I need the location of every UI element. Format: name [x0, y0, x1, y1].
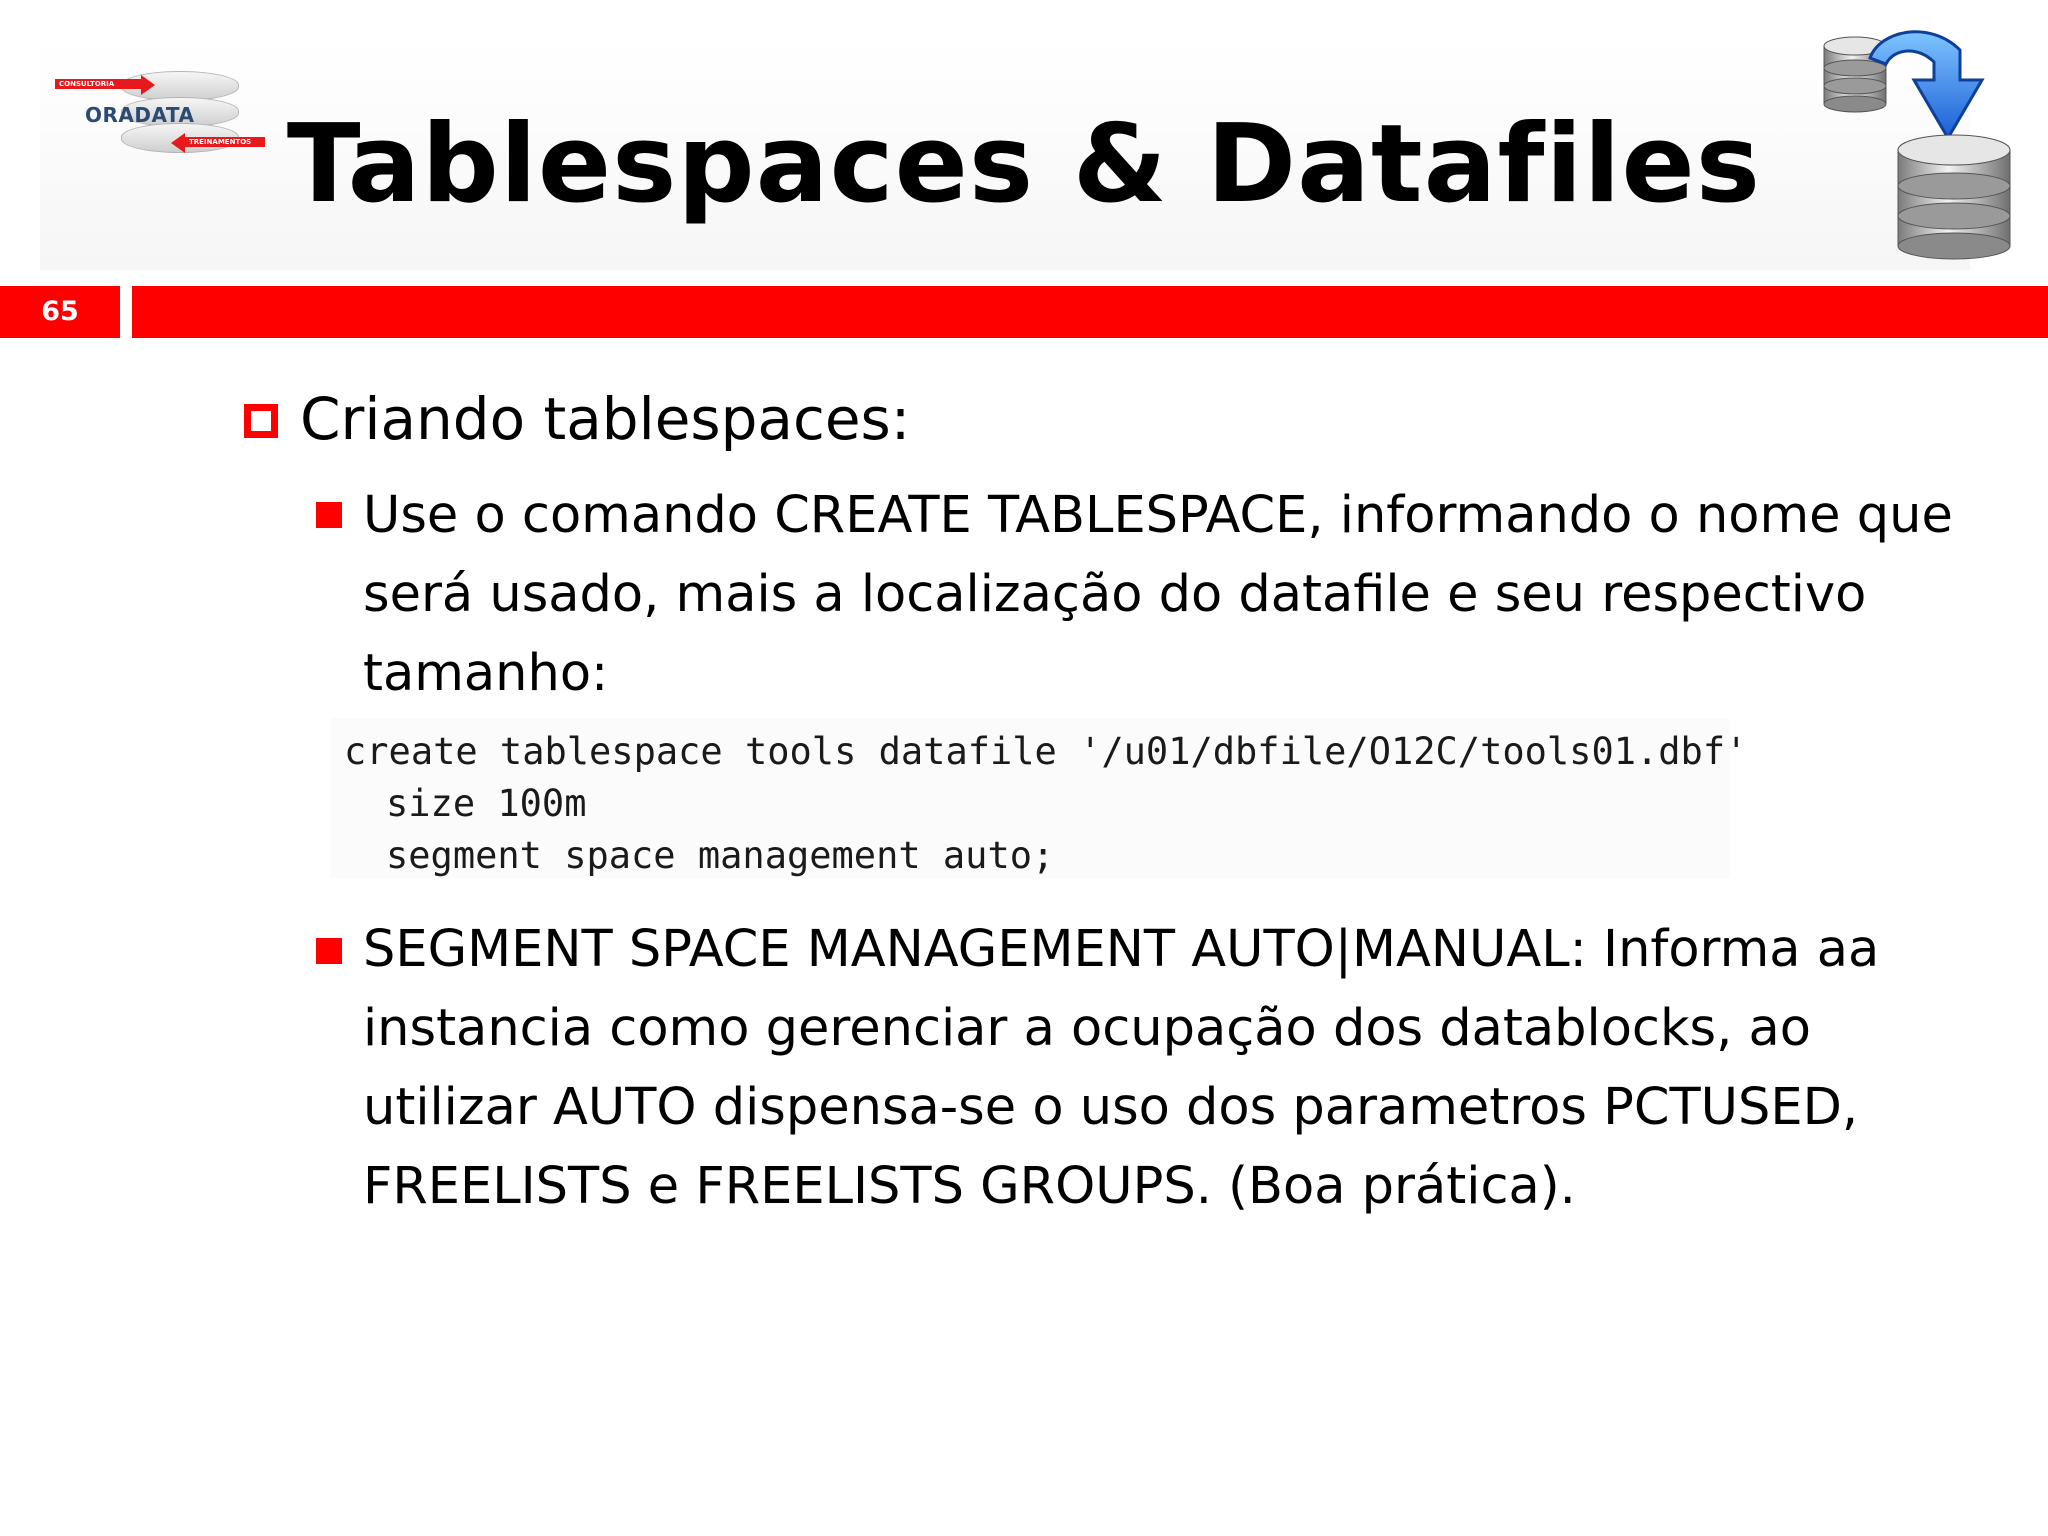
code-line-3: segment space management auto;: [386, 834, 1055, 877]
filled-square-bullet-icon: [316, 502, 342, 528]
code-line-2: size 100m: [386, 782, 587, 825]
slide-number: 65: [41, 296, 79, 327]
database-transfer-icon: [1810, 20, 2030, 270]
header-divider-bar: [132, 286, 2048, 338]
bullet-text-segment-space: SEGMENT SPACE MANAGEMENT AUTO|MANUAL: Informa aa instancia como gerenciar a ocupação dos datablocks, ao utilizar AUTO dispensa-se o uso dos parametros PCTUSED, FREELISTS e FREELISTS GROUPS. (Boa prática).: [363, 920, 1880, 1216]
logo-tag-top: CONSULTORIA: [55, 79, 141, 89]
filled-square-bullet-icon: [316, 938, 342, 964]
logo-tag-bottom: TREINAMENTOS: [185, 137, 265, 147]
target-database-icon: [1898, 135, 2010, 259]
bullet-text-create-tablespace: Use o comando CREATE TABLESPACE, informando o nome que será usado, mais a localização do datafile e seu respectivo tamanho:: [363, 486, 1953, 703]
transfer-arrow-icon: [1870, 32, 1982, 138]
logo-name: ORADATA: [85, 103, 195, 127]
heading-bullet-text: Criando tablespaces:: [300, 385, 911, 453]
logo-arrow-right-icon: [141, 75, 155, 95]
code-line-1: create tablespace tools datafile '/u01/dbfile/O12C/tools01.dbf': [344, 730, 1748, 773]
slide-title: Tablespaces & Datafiles: [286, 102, 1762, 227]
code-snippet: [344, 726, 1747, 882]
hollow-square-bullet-icon: [244, 404, 278, 438]
